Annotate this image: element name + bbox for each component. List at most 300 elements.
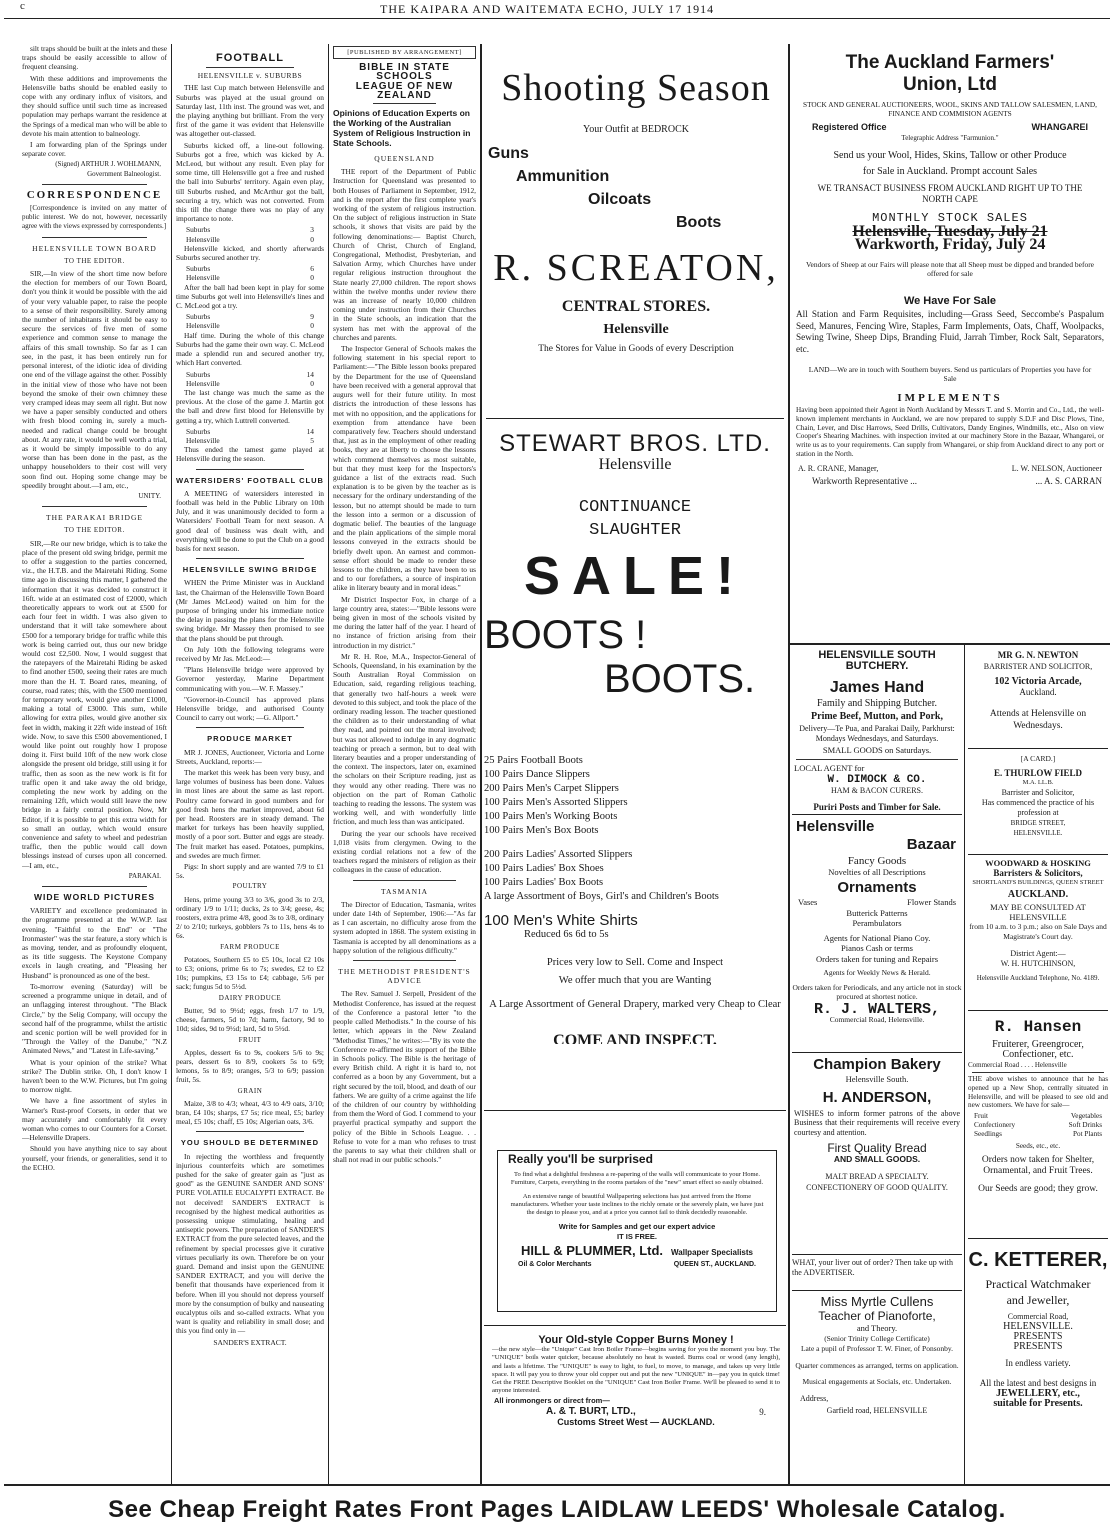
- market-subheading: DAIRY PRODUCE: [218, 993, 282, 1002]
- bible-heading-2: LEAGUE OF NEW ZEALAND: [355, 80, 454, 101]
- boots-list-ladies: [484, 848, 786, 904]
- sale-warkworth: Warkworth, Friday, July 24: [854, 236, 1046, 253]
- newton-name: MR G. N. NEWTON: [997, 650, 1079, 660]
- slaughter: SLAUGHTER: [589, 521, 681, 540]
- list-item: 100 Pairs Ladies' Box Shoes: [484, 863, 604, 874]
- surprised-p1: To find what a delightful freshness a re-papering of the walls will communicate to your Home. Furniture, Carpets, everything in the rooms partakes of the "new" smart effect so easily obtained.: [510, 1171, 764, 1186]
- report-signature: (Signed) ARTHUR J. WOHLMANN, Government Balneologist.: [55, 160, 161, 178]
- family-butcher: Family and Shipping Butcher.: [817, 698, 937, 709]
- cullens-title: Teacher of Pianoforte,: [818, 1309, 936, 1323]
- produce-market-heading: PRODUCE MARKET: [207, 734, 293, 744]
- paragraph: During the year our schools have received 1,018 visits from clergymen. Owing to the existing cordial relations not a few of the teachers regard the ministers of religion as their colleagues in the cause of education.: [333, 828, 476, 875]
- team: Helensville: [186, 378, 220, 388]
- pianos-cash: Pianos Cash or terms: [840, 943, 913, 953]
- screaton-name: R. SCREATON,: [493, 247, 779, 289]
- ketterer-jewellery: JEWELLERY, etc.,: [996, 1388, 1080, 1399]
- list-item: 200 Pairs Men's Carpet Slippers: [484, 783, 619, 794]
- hill-plummer-ad: [497, 1150, 777, 1312]
- watersiders-heading: WATERSIDERS' FOOTBALL CLUB: [176, 475, 324, 485]
- paragraph: Pigs: In short supply and are wanted 7/9 to £1 5s.: [176, 862, 324, 881]
- score: 0: [310, 321, 314, 331]
- paragraph: The market this week has been very busy, and large volumes of business has been done. Values in most lines are about the same as last report. Poultry came forward in good numbers and for good fresh hens the market improved, about 6d per head. Roosters are in steady demand. The market for turkeys has been heavily supplied, mostly of a poor sort. Butter and eggs are steady. The fruit market has eased. Potatoes, pumpkins, and swedes are much firmer.: [176, 768, 324, 860]
- newton-addr1: 102 Victoria Arcade,: [994, 676, 1082, 687]
- hutchinson: W. H. HUTCHINSON,: [1000, 959, 1076, 968]
- score: 5: [310, 435, 314, 445]
- item-ammunition: Ammunition: [516, 168, 610, 185]
- periodicals: Orders taken for Periodicals, and any article not in stock procured at shortest notice.: [792, 982, 962, 1001]
- hansen-orders: Orders now taken for Shelter, Ornamental, and Fruit Trees.: [981, 1154, 1095, 1177]
- town-board-signature: UNITY.: [138, 491, 161, 500]
- swing-bridge-article: [176, 578, 324, 722]
- hansen-item: Pot Plants: [1073, 1129, 1102, 1138]
- paragraph: The Director of Education, Tasmania, writes under date 14th of September, 1906:—"As far as I can ascertain, no difficulty arose from the system adopted in 1868. The system existing in Tasmania is accepted by all denominations as a happy solution of the religious difficulty.": [333, 899, 476, 955]
- fancy-goods: Fancy Goods: [847, 855, 907, 867]
- bakery-small-goods: AND SMALL GOODS.: [833, 1153, 921, 1164]
- bakery-body: WISHES to inform former patrons of the above Business that their requirements will receive every courtesy and attention.: [794, 1108, 960, 1137]
- liver-ad: [792, 1258, 962, 1288]
- surprised-p2: An extensive range of beautiful Wallpapering selections has just arrived from the Home manufacturers. Whether your taste inclines to the richly ornate or the severely plain, we have just the design to please you, and at a price you cannot fail to think decidedly reasonable.: [510, 1193, 764, 1216]
- piano-agents: Agents for National Piano Coy.: [823, 932, 931, 943]
- woodward-hosking-ad: [968, 858, 1108, 1008]
- hansen-road: Commercial Road . . . . Helensville: [968, 1061, 1067, 1069]
- butterick: Butterick Patterns: [846, 907, 908, 918]
- prime-beef: Prime Beef, Mutton, and Pork,: [811, 710, 943, 722]
- anderson: H. ANDERSON,: [822, 1088, 932, 1106]
- field-degree: M.A. LL.B.: [1022, 779, 1054, 786]
- paragraph: To-morrow evening (Saturday) will be screened a programme unique in detail, and of an unflagging interest throughout. "The Black Circle," by the Selig Company, will occupy the second half of the programme, whilst the artistic and scenic portion will be well provided for in "Through the Valley of the Danube," "N.Z Animated News," and "Latest in Life-saving.": [22, 981, 167, 1056]
- liver-text: WHAT, your liver out of order? Then take up with the ADVERTISER.: [792, 1258, 953, 1277]
- flower-stands: Flower Stands: [907, 897, 956, 907]
- wide-world-pictures-heading: WIDE WORLD PICTURES: [34, 892, 155, 903]
- butchery-h2: BUTCHERY.: [845, 659, 909, 672]
- top-rule: [4, 18, 1110, 19]
- implements-body: Having been appointed their Agent in North Auckland by Messrs T. and S. Morrin and Co., Ltd., the well-known implement merchants in Auckland, we are now prepared to supply S.D.F and Disc Plows, Tine, Chain, Lever, and Disc Harrows, Seed Drills, Cultivators, Dandy Engines, Windmills, etc., Also on view Cooper's Shearing Machines. with inspection invited at our machinery Store in the Bazaar, Whangarei, or write us as to your requirements. Can supply from Whangarei, or ship from Auckland direct to any port or station in the North.: [796, 406, 1104, 458]
- hill-plummer-name: HILL & PLUMMER, Ltd.: [521, 1243, 664, 1258]
- list-item: 100 Pairs Dance Slippers: [484, 769, 590, 780]
- hansen-good: Our Seeds are good; they grow.: [978, 1183, 1098, 1194]
- paragraph: The Rev. Samuel J. Serpell, President of the Methodist Conference, has issued at the request of the Conference a pastoral letter "to the people called Methodists." In the course of his letter, which appears in the New Zealand "Methodist Times," he writes:—"By its vote the Conference re-affirmed its support of the Bible in Schools policy. The Bible is the heritage of every British child. A right it is hard to, not conferred as a boon by any Government, but a right secured by the toil, blood, and death of our fathers. We are guilty of a crime against the life of the children of our country by withholding from them the Word of God. I commend to your prayerful practical sympathy and support the policy of the Bible in Schools League. . . Refuse to vote for a man who refuses to trust the parents to say what their children shall or shall not read in our public schools.": [333, 989, 476, 1165]
- team: Suburbs: [186, 312, 211, 322]
- paragraph: Half time. During the whole of this change Suburbs had the game their own way. C. McLeod made a splendid run and secured another try, which Hart converted.: [176, 330, 324, 368]
- field-title: Barrister and Solicitor,: [1001, 788, 1075, 797]
- team: Helensville: [186, 234, 220, 244]
- tasmania-article: [333, 900, 476, 955]
- ham-bacon: HAM & BACON CURERS.: [830, 785, 923, 795]
- list-item: 100 Pairs Men's Assorted Slippers: [484, 797, 628, 808]
- score-row: [176, 427, 324, 436]
- paragraph: Potatoes, Southern £5 to £5 10s, local £2 10s to £3; onions, prime 6s to 7s; swedes, £2 to £2 10s; pumpkins, £3 15s to £4; cabbage, 5/6 per sack; fungus 5d to 5½d.: [176, 954, 324, 992]
- perambulators: Perambulators: [852, 918, 902, 928]
- hansen-title: Fruiterer, Greengrocer,: [992, 1039, 1084, 1050]
- hansen-ad: [968, 1014, 1108, 1214]
- list-item: 25 Pairs Football Boots: [484, 755, 583, 766]
- score: 6: [310, 264, 314, 274]
- paragraph: THE report of the Department of Public Instruction for Queensland was presented to both Houses of Parliament in September, 1912, and is the report after the first complete year's working of the system of religious instruction. On the subject of religious instruction in State schools, it shows that visits are paid by the following denominations:— Baptist Church, Church of Christ, Church of England, Congregational, Methodist, Presbyterian, and Salvation Army, which Churches have under regular religious instruction throughout the State nearly 27,000 children. The report shows within the twelve months under review there was an increase of nearly 10,000 children coming under instruction from their Churches in the State schools, an indication that the system has met with the approval of the churches and parents.: [333, 167, 476, 342]
- paragraph: THE last Cup match between Helensville and Suburbs was played at the usual ground on Saturday last, 11th inst. The ground was wet, and the playing anything but brilliant. From the very first of the game it was evident that Helensville was altogether out-classed.: [176, 83, 324, 139]
- produce-market-article: [176, 748, 324, 1127]
- watersiders-article: [176, 489, 324, 553]
- boots-banner-1: BOOTS !: [484, 613, 647, 657]
- dimock: W. DIMOCK & CO.: [827, 774, 927, 786]
- paragraph: silt traps should be built at the inlets and these traps should be easily accessible to allow of frequent cleansing.: [22, 44, 167, 72]
- cullens-pupil: Late a pupil of Professor T. W. Finer, of Ponsonby.: [800, 1344, 954, 1353]
- ornaments: Ornaments: [837, 879, 917, 896]
- score: 14: [306, 369, 314, 379]
- shooting-season-ad: [486, 52, 786, 392]
- woodward-may: MAY BE CONSULTED AT: [990, 902, 1086, 912]
- ketterer-name: C. KETTERER,: [968, 1249, 1108, 1271]
- stewart-name: STEWART BROS. LTD.: [499, 430, 771, 457]
- customs-street: Customs Street West — AUCKLAND.: [557, 1416, 715, 1427]
- bible-heading-1: BIBLE IN STATE SCHOOLS: [359, 62, 450, 83]
- list-item: 100 Pairs Men's Box Boots: [484, 825, 599, 836]
- cullens-quarter: Quarter commences as arranged, terms on application.: [795, 1360, 959, 1370]
- paragraph: What is your opinion of the strike? What strike? The Dublin strike. Oh, I don't know I haven't been to the W.W. Pictures, but I'm going to morrow night.: [22, 1057, 167, 1095]
- shooting-title: Shooting Season: [501, 67, 771, 109]
- local-agent: LOCAL AGENT for: [794, 762, 865, 773]
- field-name: E. THURLOW FIELD: [994, 768, 1082, 778]
- come-and-inspect: COME AND INSPECT.: [553, 1032, 717, 1044]
- market-subheading: FARM PRODUCE: [220, 942, 280, 951]
- bakery-south: Helensville South.: [845, 1074, 909, 1084]
- small-goods: SMALL GOODS on Saturdays.: [822, 745, 932, 755]
- paragraph: Apples, dessert 6s to 9s, cookers 5/6 to 9s; pears, dessert 6s to 8/9, cookers 5s to 6/9; lemons, 5s to 8/9; oranges, 5/3 to 6/9; passion fruit, 5s.: [176, 1047, 324, 1085]
- score-row: [176, 321, 324, 330]
- paragraph: MR J. JONES, Auctioneer, Victoria and Lorne Streets, Auckland, reports:—: [176, 747, 324, 766]
- cullens-garfield: Garfield road, HELENSVILLE: [826, 1406, 928, 1415]
- paragraph: In rejecting the worthless and frequently injurious counterfeits which are sometimes pushed for the sake of greater gain as "just as good" as the GENUINE SANDER AND SONS' PURE VOLATILE EUCALYPTI EXTRACT. Be not deceived! SANDER'S EXTRACT is recognised by the highest medical authorities as possessing unique stimulating, healing and antiseptic powers. The preparation of SANDER'S EXTRACT from the pure selected leaves, and the refinement by special processes give it curative virtues peculiarly its own. Therefore be on your guard. Demand and insist upon the GENUINE SANDER EXTRACT, and you will derive the benefit that thousands have experienced from it before. When ill you should not depress yourself more by the consumption of bulky and nauseating eucalyptus oils and so-called extracts. What you want is quality and reliability in small dose; and this you find only in —: [176, 1151, 324, 1336]
- land-note: LAND—We are in touch with Southern buyers. Send us particulars of Properties you have for Sale: [808, 365, 1092, 383]
- bazaar-ad: [792, 818, 962, 1048]
- woodward-from: from 10 a.m. to 3 p.m.; also on Sale Days and Magistrate's Court day.: [969, 922, 1107, 941]
- paragraph: SIR,—Re our new bridge, which is to take the place of the present old swing bridge, permit me to offer a suggestion to the parties concerned, viz., the H.T.B. and the Mairetahi Riding. Some time ago in discussing this matter, I gathered the information that it was decided to construct it 16ft. wide at an estimated cost of £2000, which theoretically appears to work out at £500 for each four feet in width. I was also given to understand that it will take somewhere about £500 for a temporary bridge for traffic while this work is being carried out, thus our new bridge would cost £2,500. Now, I would suggest that the ratepayers of the Mairetahi Riding be asked to find another £500, seeing their rates are much more than the H. T. Board rates, meaning, of course, road rates; this, with the £500 mentioned for temporary work, would give another £1000, making a total of £3000. This sum, while allowing for extra piles, would give another six feet in width, making it 22ft wide instead of 16ft wide. Now, to save this £500 abovementioned, I would like point out roughly how I propose doing it. First build 10ft of the new work close alongside the present old bridge, still using it for traffic, then as soon as the new work is fit for traffic open it and take away the old bridge, completing the new work by adding on the remaining 12ft, which would still leave the new bridge in a fairly central position. Now, Mr Editor, if it is possible to get this extra width for so small an outlay, which would ensure convenience and safety to wheel and pedestrian traffic, then the public would call down blessings instead of curses upon all concerned.—I am, etc.,: [22, 538, 167, 870]
- tasmania-heading: TASMANIA: [381, 886, 428, 896]
- queensland-heading: QUEENSLAND: [374, 154, 435, 164]
- cullens-name: Miss Myrtle Cullens: [820, 1294, 934, 1309]
- football-subheading: HELENSVILLE v. SUBURBS: [197, 71, 303, 81]
- score: 14: [306, 426, 314, 436]
- paragraph: The last change was much the same as the previous. At the close of the game J. Martin got the ball and drew first blood for Helensville by getting a try, which Luttrell converted.: [176, 387, 324, 425]
- town-board-heading: HELENSVILLE TOWN BOARD: [32, 243, 157, 253]
- paragraph: SIR,—In view of the short time now before the election for members of our Town Board, don't you think it would be possible with the aid of your very valuable paper, to raise the people to a sense of their responsibility. Surely among the number of inhabitants it should be easy to secure the services of five men of some experience and common sense to manage the affairs of this small township. So far as I can see, in the past, it has been entirely run for personal interest, of the idiotic idea of dividing one end of the village against the other. Possibly in the initial view of those who have not been beyond the smoke of their own chimney these very cramped ideas may seem all right. But now we have a paper sensibly conducted and others with fresh blood coming in, surely a much-needed and radical change could be brought about. At any rate, it would be well worth a trial, as it would be simply impossible to do any worse than has been done in the past, as the unhappy householders to their cost will very soon find out. Hoping some change may be speedily brought about.—I am, etc.,: [22, 269, 167, 490]
- ketterer-ad: [968, 1244, 1108, 1484]
- football-report: [176, 83, 324, 463]
- paragraph: Mr District Inspector Fox, in charge of a large country area, states:—"Bible lessons were being given in most of the schools visited by me during the latter half of the year. I heard of no instance of friction arising from their introduction in my district.": [333, 594, 476, 650]
- hansen-item: Vegetables: [1070, 1112, 1102, 1121]
- cullens-musical: Musical engagements at Socials, etc. Undertaken.: [802, 1377, 952, 1386]
- field-commenced: Has commenced the practice of his profession at: [981, 798, 1095, 817]
- vendors-note: Vendors of Sheep at our Fairs will please note that all Sheep must be dipped and branded before offered for sale: [805, 260, 1095, 278]
- burt-copper-ad: [486, 1330, 786, 1480]
- novelties: Novelties of all Descriptions: [828, 866, 926, 877]
- list-item: 100 Pairs Ladies' Box Boots: [484, 877, 604, 888]
- wide-world-pictures-article: [22, 906, 167, 1172]
- hansen-item: Fruit: [974, 1112, 988, 1121]
- score: 9: [310, 312, 314, 322]
- shooting-tag: Your Outfit at BEDROCK: [583, 124, 689, 135]
- copper-page: 9.: [759, 1406, 766, 1417]
- continuance: CONTINUANCE: [578, 498, 692, 517]
- ketterer-latest: All the latest and best designs in: [979, 1378, 1097, 1388]
- parakai-to-editor: TO THE EDITOR.: [64, 526, 125, 535]
- item-guns: Guns: [488, 145, 529, 162]
- correspondence-heading: CORRESPONDENCE: [26, 188, 163, 201]
- hansen-item-row: [974, 1121, 1102, 1130]
- column-3: [333, 44, 476, 1484]
- footer-text: See Cheap Freight Rates Front Pages LAIDLAW LEEDS' Wholesale Catalog.: [108, 1496, 1006, 1523]
- prices-low: Prices very low to Sell. Come and Inspect: [546, 957, 724, 968]
- hansen-item-row: [974, 1130, 1102, 1139]
- bakery-heading: Champion Bakery: [813, 1056, 941, 1073]
- james-hand: James Hand: [829, 679, 925, 696]
- list-item: 100 Pairs Men's Working Boots: [484, 811, 618, 822]
- farmers-title-2: Union, Ltd: [903, 74, 997, 95]
- list-item: A large Assortment of Boys, Girl's and Children's Boots: [484, 891, 719, 902]
- paragraph: Thus ended the tamest game played at Helensville during the season.: [176, 445, 324, 464]
- stewart-town: Helensville: [598, 456, 672, 473]
- paragraph: Butter, 9d to 9½d; eggs, fresh 1/7 to 1/9, cheese, farmers, 5d to 7d; harm, factory, 9d to 10d; sides, 9d to 9½d; lard, 5d to 5½d.: [176, 1005, 324, 1034]
- cullens-address-label: Address,: [800, 1393, 829, 1403]
- parakai-bridge-heading: THE PARAKAI BRIDGE: [46, 513, 143, 523]
- white-shirts: 100 Men's White Shirts: [484, 912, 638, 929]
- farmers-subtitle: STOCK AND GENERAL AUCTIONEERS, WOOL, SKINS AND TALLOW SALESMEN, LAND, FINANCE AND COMMISION AGENTS: [803, 100, 1097, 118]
- hansen-item: Seedlings: [974, 1129, 1002, 1138]
- parakai-letter: [22, 539, 167, 870]
- ironmongers: All ironmongers or direct from—: [494, 1396, 610, 1406]
- methodist-article: [333, 989, 476, 1164]
- we-offer: We offer much that you are Wanting: [558, 975, 712, 986]
- swing-bridge-heading: HELENSVILLE SWING BRIDGE: [182, 565, 318, 575]
- burt-name: A. & T. BURT, LTD.,: [546, 1405, 636, 1417]
- queen-st: QUEEN ST., AUCKLAND.: [673, 1261, 756, 1268]
- boots-list-men: [484, 754, 786, 838]
- carran: ... A. S. CARRAN: [1035, 475, 1102, 486]
- ketterer-endless: In endless variety.: [1005, 1358, 1071, 1368]
- crane-manager: A. R. CRANE, Manager,: [798, 463, 879, 473]
- wallpaper-specialists: Wallpaper Specialists: [671, 1248, 753, 1257]
- drapery: A Large Assortment of General Drapery, marked very Cheap to Clear: [489, 999, 781, 1010]
- farmers-union-ad: [792, 52, 1108, 632]
- sanders-extract-signoff: SANDER'S EXTRACT.: [213, 1337, 287, 1347]
- score-row: [176, 225, 324, 234]
- write-for-samples: Write for Samples and get our expert advice: [558, 1222, 716, 1231]
- paragraph: VARIETY and excellence predominated in the programme presented at the W.W.P. last evening. "Faithful to the End" or "The Ironmaster" was the star feature, a story which is as moving, tender, and as profoundly eloquent, as its title suggests. The Keystone Company excels in laugh creating, and "Pleasing her Husband" is pronounced as one of the best.: [22, 906, 167, 980]
- paragraph: A MEETING of watersiders interested in football was held in the Public Library on 10th July, and it was unanimously decided to form a Watersiders' Football Team for next season. A good deal of business was dealt with, and everything will be done to put the Club on a good basis for next season.: [176, 488, 324, 553]
- copper-body: —the new style—the "Unique" Cast Iron Boiler Frame—begins saving for you the moment you buy. The "UNIQUE" boils water quicker, because absolutely no heat is wasted. Burns coal or wood (any length), and lasts a lifetime. The "UNIQUE" is easy to light, to fuel, to move, to manage, and takes up very little space. It will pay you to throw your old copper out and put the new "UNIQUE" in—pay you in quick time! Get the FREE Descriptive Booklet on the "UNIQUE" Cast Iron Boiler Frame. We'll be pleased to send it to anyone interested.: [492, 1346, 780, 1395]
- town-board-letter: [22, 269, 167, 490]
- cullens-ad: [792, 1294, 962, 1484]
- malt-bread: MALT BREAD A SPECIALTY.: [825, 1172, 929, 1181]
- column-1: [22, 44, 167, 1484]
- woodward-addr: SHORTLAND'S BUILDINGS, QUEEN STREET: [972, 879, 1104, 886]
- paragraph: Hens, prime young 3/3 to 3/6, good 3s to 2/3, ordinary 1/9 to 1/11; ducks, 2s to 3/4; geese, 4s; roosters, extra prime 4/8, good 3s to 3/8, ordinary 2/ to 2/10; turkeys, gobblers 7s to 11s, hens 4s to 6s.: [176, 894, 324, 941]
- arrangement-note: [PUBLISHED BY ARRANGEMENT]: [333, 46, 476, 59]
- team: Suburbs: [186, 264, 211, 274]
- paragraph: We have a fine assortment of styles in Warner's Rust-proof Corsets, in order that we may accurately and comfortably fit every woman who comes to our Counters for a Corset.—Helensville Drapers.: [22, 1096, 167, 1143]
- transact-2: NORTH CAPE: [922, 194, 978, 204]
- paragraph: With these additions and improvements the Helensville baths should be enabled easily to cope with any ordinary influx of visitors, and they should suffice until such time as increased population may perhaps warrant the residence at the Springs of a medical man who will be able to devote his main attention to balneology.: [22, 73, 167, 138]
- walters-road: Commercial Road, Helensville.: [829, 1015, 925, 1024]
- team: Suburbs: [186, 426, 211, 436]
- hansen-seeds: Seeds, etc., etc.: [1015, 1141, 1061, 1150]
- item-oilcoats: Oilcoats: [588, 191, 652, 208]
- oil-color: Oil & Color Merchants: [518, 1261, 592, 1268]
- it-is-free: IT IS FREE.: [616, 1232, 657, 1241]
- butchery-h1: HELENSVILLE SOUTH: [818, 650, 936, 661]
- paragraph: After the ball had been kept in play for some time Suburbs got well into Helensville's lines and C. McLeod got a try.: [176, 282, 324, 311]
- walters: R. J. WALTERS,: [813, 1000, 941, 1018]
- footer-banner: [0, 1488, 1114, 1535]
- newton-ad: [968, 650, 1108, 730]
- market-subheading: GRAIN: [237, 1086, 263, 1095]
- bible-subheading: Opinions of Education Experts on the Working of the Australian System of Religious Instruction in State Schools.: [333, 108, 471, 149]
- ketterer-presents-2: PRESENTS: [1013, 1341, 1063, 1352]
- ketterer-road: Commercial Road,: [1007, 1312, 1069, 1321]
- newton-attends: Attends at Helensville on Wednesdays.: [989, 709, 1087, 730]
- shooting-slogan: The Stores for Value in Goods of every Description: [538, 344, 734, 354]
- paragraph: Maize, 3/8 to 4/3; wheat, 4/3 to 4/9 oats, 3/10; bran, £4 10s; sharps, £7 5s; rice meal, £5; barley meal, £5 10s; chaff, £5 10s; Algerian oats, 3/6.: [176, 1098, 324, 1127]
- woodward-hel: HELENSVILLE: [1009, 912, 1067, 922]
- score-row: [176, 312, 324, 321]
- paragraph: Suburbs kicked off, a line-out following. Suburbs got a free, which was kicked by A. McLeod, but without any result. Even play for some time, till Helensville got a free and rushed the ball into Suburbs' territory. Again even play, till Suburbs rushed, and McArthur got the ball, securing a try, which was not converted. From this till the change there was no play of any importance to note.: [176, 140, 324, 224]
- sale-helensville: Helensville, Tuesday, July 21: [852, 223, 1048, 240]
- masthead: [0, 0, 1114, 40]
- transact-1: WE TRANSACT BUSINESS FROM AUCKLAND RIGHT UP TO THE: [817, 183, 1083, 193]
- score-row: [176, 379, 324, 388]
- telegraphic-address: Telegraphic Address "Farmunion.": [901, 134, 999, 142]
- send-wool-2: for Sale in Auckland. Prompt account Sales: [862, 166, 1038, 177]
- football-heading: FOOTBALL: [216, 52, 284, 64]
- sanders-extract-article: [176, 1152, 324, 1336]
- we-have-for-sale: We Have For Sale: [903, 295, 997, 307]
- paragraph: I am forwarding plan of the Springs under separate cover.: [22, 140, 167, 159]
- team: Suburbs: [186, 225, 211, 235]
- balneology-report: [22, 44, 167, 158]
- column-2: [176, 44, 324, 1484]
- page-mark: c: [20, 0, 25, 12]
- team: Helensville: [186, 273, 220, 283]
- paragraph: On July 10th the following telegrams were received by Mr Jas. McLeod:—: [176, 644, 324, 663]
- ketterer-suitable: suitable for Presents.: [993, 1398, 1083, 1409]
- correspondence-note: [Correspondence is invited on any matter of public interest. We do not, however, necessarily agree with the views expressed by correspondents.]: [22, 204, 167, 231]
- score: 0: [310, 378, 314, 388]
- paragraph: WHEN the Prime Minister was in Auckland last, the Chairman of the Helensville Town Board (Mr James McLeod) waited on him for the purpose of bringing under his immediate notice the delay in passing the plans for the Helensville swing bridge. Mr Massey then promised to see that the plans should be put through.: [176, 578, 324, 643]
- implements-heading: IMPLEMENTS: [897, 392, 1003, 404]
- woodward-name: WOODWARD & HOSKING: [985, 858, 1091, 868]
- white-shirts-price: Reduced 6s 6d to 5s: [524, 929, 609, 940]
- bazaar-h1: Helensville: [796, 818, 875, 835]
- score: 3: [310, 225, 314, 235]
- farmers-title-1: The Auckland Farmers': [845, 52, 1055, 73]
- parakai-signature: PARAKAI.: [128, 871, 161, 880]
- determined-heading: YOU SHOULD BE DETERMINED: [180, 1138, 320, 1148]
- ketterer-town: HELENSVILLE.: [1003, 1321, 1073, 1332]
- market-subheading: FRUIT: [238, 1035, 262, 1044]
- sale-banner: SALE!: [524, 546, 746, 606]
- score-row: [176, 264, 324, 273]
- team: Helensville: [186, 321, 220, 331]
- puriri-posts: Puriri Posts and Timber for Sale.: [813, 802, 941, 810]
- cullens-senior: (Senior Trinity College Certificate): [824, 1333, 930, 1343]
- stewart-bros-ad: [484, 424, 786, 754]
- team: Helensville: [186, 435, 220, 445]
- registered-office: Registered Office: [812, 122, 887, 132]
- confectionery: CONFECTIONERY OF GOOD QUALITY.: [806, 1182, 948, 1192]
- paragraph: The Inspector General of Schools makes the following statement in his special report to Parliament:—"The Bible lesson books prepared by the Department for the use of Queensland have been received with a general approval that augurs well for their future utility. In most districts the introduction of these lessons has met with no opposition, and the applications for exemption from attendance have been comparatively few. Teachers should understand that, just as in the employment of other reading books, they are at liberty to choose the lessons which commend themselves as most suitable, but that they must keep for the Inspectors's guidance a list of the extracts read. Such explanation is to be given by the teacher as is necessary for the ordinary understanding of the lesson, but no attempt should be made to turn the lesson into a sermon or a discussion of dogmatic belief. The beauties of the language and the plain applications of the simple moral lessons conveyed in the extracts should be briefly dwelt upon. An earnest and common-sense effort should be made to render these lessons to the children, as they have been to us and to our forefathers, a source of inspiration alike in literary beauty and in moral ideas.": [333, 344, 476, 593]
- central-stores: CENTRAL STORES.: [561, 298, 711, 315]
- hansen-item: Confectionery: [974, 1120, 1016, 1129]
- newton-addr2: Auckland.: [1019, 687, 1057, 697]
- score-row: [176, 436, 324, 445]
- field-town: HELENSVILLE.: [1013, 829, 1063, 837]
- field-street: BRIDGE STREET,: [1010, 819, 1066, 827]
- paragraph: Should you have anything nice to say about yourself, your friends, or generalities, send it to the ECHO.: [22, 1144, 167, 1172]
- warkworth-rep: Warkworth Representative ...: [812, 475, 917, 486]
- vases: Vases: [798, 897, 818, 907]
- boots-banner-2: BOOTS.: [604, 657, 756, 701]
- item-boots: Boots: [676, 214, 722, 231]
- champion-bakery-ad: [792, 1056, 962, 1236]
- copper-title: Your Old-style Copper Burns Money !: [538, 1334, 734, 1346]
- stewart-bros-list: [484, 754, 786, 1044]
- queensland-article: [333, 167, 476, 874]
- ketterer-presents-1: PRESENTS: [1013, 1331, 1063, 1342]
- surprised-title: Really you'll be surprised: [508, 1152, 653, 1166]
- paragraph: "Plans Helensville bridge were approved by Governor yesterday, Marine Department communicating with you.—W. F. Massey.": [176, 665, 324, 693]
- weekly-news: Agents for Weekly News & Herald.: [823, 968, 931, 977]
- nelson-auctioneer: L. W. NELSON, Auctioneer: [1011, 463, 1102, 473]
- first-quality: First Quality Bread: [827, 1141, 927, 1155]
- card-label: [A CARD.]: [1020, 754, 1056, 763]
- cullens-theory: and Theory.: [856, 1323, 898, 1333]
- hansen-item: Soft Drinks: [1068, 1120, 1102, 1129]
- delivery: Delivery—Te Pua, and Parakai Daily, Parkhurst: Mondays Wednesdays, and Saturdays.: [799, 724, 955, 743]
- newton-title: BARRISTER AND SOLICITOR,: [983, 662, 1093, 671]
- list-item: 200 Pairs Ladies' Assorted Slippers: [484, 849, 633, 860]
- hansen-conf: Confectioner, etc.: [1002, 1049, 1074, 1060]
- shooting-town: Helensville: [603, 322, 669, 337]
- butchery-ad: [792, 650, 962, 810]
- score: 0: [310, 273, 314, 283]
- score-row: [176, 273, 324, 282]
- paragraph: Helensville kicked, and shortly afterwards Suburbs secured another try.: [176, 243, 324, 263]
- hansen-name: R. Hansen: [994, 1018, 1082, 1036]
- woodward-title: Barristers & Solicitors,: [993, 868, 1083, 878]
- running-head: THE KAIPARA AND WAITEMATA ECHO, JULY 17 1914: [380, 2, 715, 16]
- ketterer-t2: and Jeweller,: [1006, 1293, 1070, 1307]
- team: Suburbs: [186, 369, 211, 379]
- hansen-items: [974, 1112, 1102, 1138]
- town-board-to-editor: TO THE EDITOR.: [64, 256, 125, 265]
- methodist-heading: THE METHODIST PRESIDENT'S ADVICE: [338, 967, 471, 986]
- market-subheading: POULTRY: [232, 882, 268, 891]
- score-row: [176, 235, 324, 244]
- score: 0: [310, 234, 314, 244]
- send-wool-1: Send us your Wool, Hides, Skins, Tallow or other Produce: [833, 150, 1067, 161]
- hansen-item-row: [974, 1112, 1102, 1121]
- score-row: [176, 370, 324, 379]
- monthly-sales: MONTHLY STOCK SALES: [872, 211, 1028, 225]
- farm-requisites: All Station and Farm Requisites, including—Grass Seed, Seccombe's Paspalum Seed, Manures, Fencing Wire, Staples, Farm Implements, Oats, Chaff, Woolpacks, Sewing Twine, Sheep Dips, Branding Fluid, Jarrah Timber, Rock Salt, Separators, etc.: [796, 309, 1104, 354]
- bazaar-h2: Bazaar: [906, 836, 956, 853]
- hansen-body: THE above wishes to announce that he has opened up a New Shop, centrally situated in Helensville, and will be pleased to see old and new customers. We have for sale—: [968, 1075, 1108, 1110]
- ketterer-t1: Practical Watchmaker: [985, 1277, 1091, 1291]
- paragraph: Mr R. H. Roe, M.A., Inspector-General of Schools, Queensland, in his examination by the South Australian Royal Commission on Education, said, regarding religious teaching, that generally two half-hours a week were devoted to this subject, and took the place of the ordinary reading lesson. The teacher questioned the children as to their understanding of what they read, and pointed out the moral involved; but was not allowed to indulge in any dogmatic teaching or preach a sermon, but to deal with literary beauties and a proper understanding of the context. The inspectors, later on, examined the scholars on their Scripture reading, just as they would any other reading. There was no objection on the part of Roman Catholic teaching to reading the lessons. The system was working well, and with wonderfully little friction, and much less than was anticipated.: [333, 651, 476, 827]
- woodward-tel: Helensville Auckland Telephone, No. 4189.: [976, 974, 1100, 982]
- tuning: Orders taken for tuning and Repairs: [815, 953, 939, 964]
- whangarei: WHANGAREI: [1031, 122, 1088, 132]
- woodward-auckland: AUCKLAND.: [1007, 889, 1069, 900]
